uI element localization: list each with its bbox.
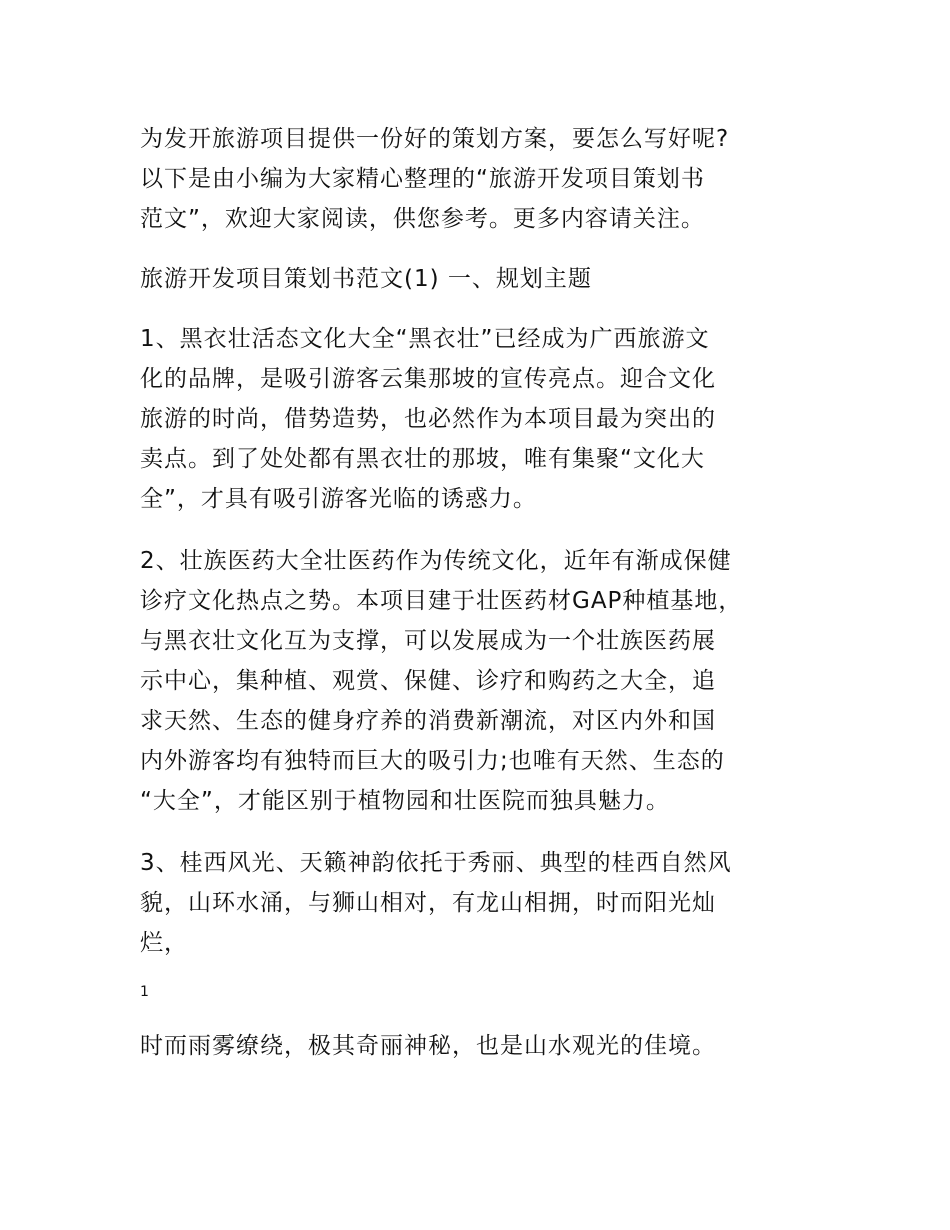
item-3-paragraph [140, 843, 840, 963]
text-line: “大全”，才能区别于植物园和壮医院而独具魅力。 [140, 788, 670, 814]
text-line: 求天然、生态的健身疗养的消费新潮流，对区内外和国 [140, 708, 716, 734]
text-line: 以下是由小编为大家精心整理的“旅游开发项目策划书 [140, 166, 705, 192]
page-number: 1 [140, 984, 149, 1000]
section-heading [140, 259, 840, 299]
text-line: 为发开旅游项目提供一份好的策划方案，要怎么写好呢? [140, 126, 730, 152]
text-line: 卖点。到了处处都有黑衣壮的那坡，唯有集聚“文化大 [140, 446, 705, 472]
text-line: 诊疗文化热点之势。本项目建于壮医药材GAP种植基地， [140, 588, 743, 614]
text-line: 范文”，欢迎大家阅读，供您参考。更多内容请关注。 [140, 206, 705, 232]
text-line: 时而雨雾缭绕，极其奇丽神秘，也是山水观光的佳境。 [140, 1033, 716, 1059]
item-1-paragraph [140, 319, 840, 519]
text-line: 烂， [140, 930, 188, 956]
intro-paragraph [140, 119, 840, 239]
text-line: 旅游的时尚，借势造势，也必然作为本项目最为突出的 [140, 406, 716, 432]
text-line: 与黑衣壮文化互为支撑，可以发展成为一个壮族医药展 [140, 628, 716, 654]
heading-line: 旅游开发项目策划书范文(1) 一、规划主题 [140, 266, 592, 292]
text-line: 全”，才具有吸引游客光临的诱惑力。 [140, 486, 537, 512]
text-line: 化的品牌，是吸引游客云集那坡的宣传亮点。迎合文化 [140, 366, 716, 392]
text-line: 3、桂西风光、天籁神韵依托于秀丽、典型的桂西自然风 [140, 850, 732, 876]
text-line: 2、壮族医药大全壮医药作为传统文化，近年有渐成保健 [140, 548, 732, 574]
continuation-paragraph [140, 1026, 840, 1066]
item-2-paragraph [140, 541, 840, 821]
text-line: 示中心，集种植、观赏、保健、诊疗和购药之大全，追 [140, 668, 716, 694]
text-line: 内外游客均有独特而巨大的吸引力;也唯有天然、生态的 [140, 748, 725, 774]
text-line: 1、黑衣壮活态文化大全“黑衣壮”已经成为广西旅游文 [140, 326, 710, 352]
text-line: 貌，山环水涌，与狮山相对，有龙山相拥，时而阳光灿 [140, 890, 716, 916]
